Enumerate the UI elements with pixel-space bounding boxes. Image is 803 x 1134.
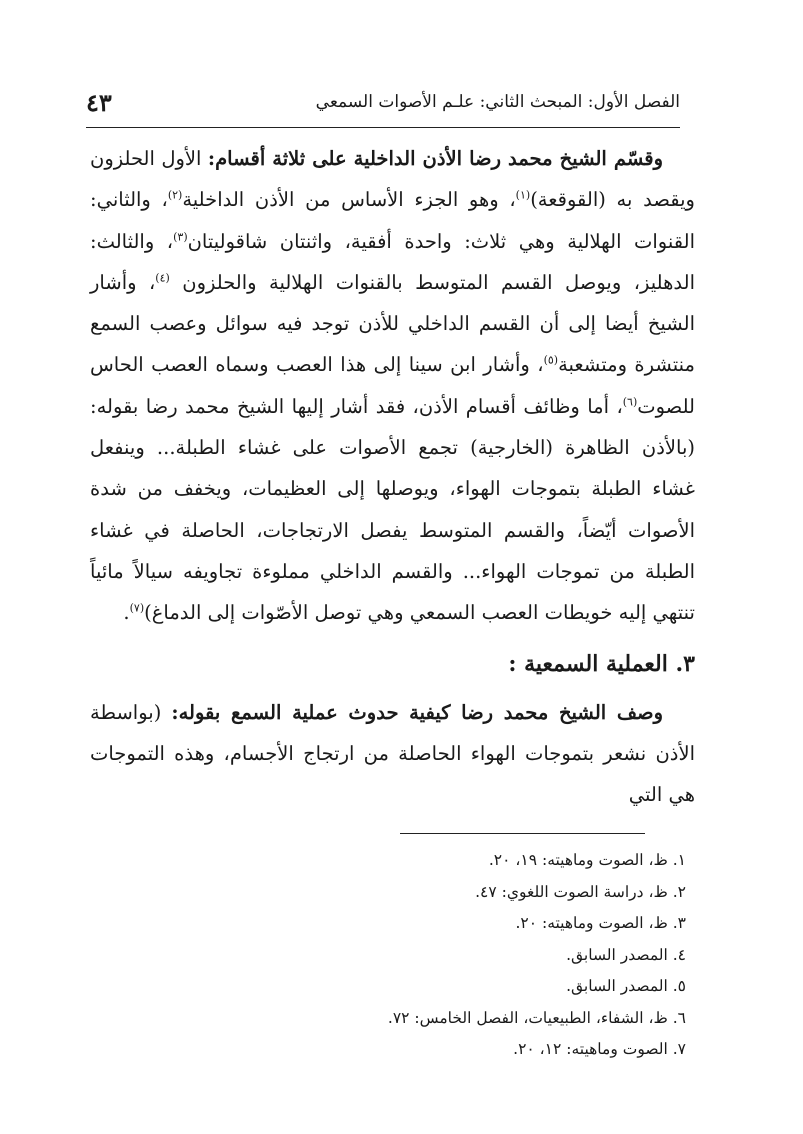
footnote-item: ٦. ظ، الشفاء، الطبيعيات، الفصل الخامس: ٧٢. xyxy=(387,1008,686,1027)
paragraph-lead: وصف الشيخ محمد رضا كيفية حدوث عملية السمع بقوله: xyxy=(171,700,663,724)
footnote-ref-2[interactable]: (٢) xyxy=(167,188,183,202)
footnote-divider xyxy=(400,833,645,834)
paragraph-ear-divisions xyxy=(90,138,695,634)
footnote-ref-4[interactable]: (٤) xyxy=(155,271,170,285)
paragraph-text: ، أما وظائف أقسام الأذن، فقد أشار إليها الشيخ محمد رضا بقوله: (بالأذن الظاهرة (الخارجية) تجمع الأصوات على غشاء الطبلة... وينفعل غشاء الطبلة بتموجات الهواء، ويوصلها إلى العظيمات، ويخفف من شدة الأصوات أيّضاً، والقسم المتوسط يفصل الارتجاجات، الحاصلة في غشاء الطبلة من تموجات الهواء... والقسم الداخلي مملوءة تجاويفه سيالاً مائياً تنتهي إليه خويطات العصب السمعي وهي توصل الأصّوات إلى الدماغ) xyxy=(90,394,695,625)
page-number: ٤٣ xyxy=(86,88,112,117)
paragraph-text: ، وهو الجزء الأساس من الأذن الداخلية xyxy=(182,188,516,212)
footnote-item: ٥. المصدر السابق. xyxy=(566,977,686,995)
paragraph-text: الأول الحلزون ويقصد به (القوقعة) xyxy=(90,147,695,212)
running-header xyxy=(86,88,680,126)
header-title: الفصل الأول: المبحث الثاني: علـم الأصوات السمعي xyxy=(315,92,680,112)
paragraph-text: ، وأشار الشيخ أيضا إلى أن القسم الداخلي للأذن توجد فيه سوائل وعصب السمع منتشرة ومتشعبة xyxy=(90,270,696,377)
paragraph-text: ، والثاني: القنوات الهلالية وهي ثلاث: واحدة أفقية، واثنتان شاقوليتان xyxy=(90,188,695,253)
footnote-ref-5[interactable]: (٥) xyxy=(543,353,559,367)
footnote-ref-3[interactable]: (٣) xyxy=(173,230,188,244)
paragraph-text: ، والثالث: الدهليز، ويوصل القسم المتوسط بالقنوات الهلالية والحلزون xyxy=(90,229,695,294)
footnote-item: ٤. المصدر السابق. xyxy=(566,945,686,964)
footnote-item: ٢. ظ، دراسة الصوت اللغوي: ٤٧. xyxy=(475,882,686,901)
footnotes-list xyxy=(300,845,686,1066)
main-text xyxy=(90,138,695,815)
footnote-ref-7[interactable]: (٧) xyxy=(129,601,145,615)
header-divider xyxy=(86,127,680,128)
paragraph-text: . xyxy=(123,601,130,625)
paragraph-hearing-process xyxy=(90,692,695,816)
section-heading: ٣. العملية السمعية : xyxy=(508,650,695,677)
paragraph-lead: وقسّم الشيخ محمد رضا الأذن الداخلية على ثلاثة أقسام: xyxy=(207,147,663,170)
footnote-item: ٧. الصوت وماهيته: ١٢، ٢٠. xyxy=(513,1040,686,1058)
footnote-ref-1[interactable]: (١) xyxy=(515,188,531,202)
footnote-item: ١. ظ، الصوت وماهيته: ١٩، ٢٠. xyxy=(488,851,686,869)
footnote-ref-6[interactable]: (٦) xyxy=(622,395,638,409)
paragraph-text: ، وأشار ابن سينا إلى هذا العصب وسماه العصب الحاس للصوت xyxy=(90,353,695,418)
footnote-item: ٣. ظ، الصوت وماهيته: ٢٠. xyxy=(515,914,686,932)
paragraph-text: (بواسطة الأذن نشعر بتموجات الهواء الحاصلة من ارتجاج الأجسام، وهذه التموجات هي التي xyxy=(90,700,695,807)
